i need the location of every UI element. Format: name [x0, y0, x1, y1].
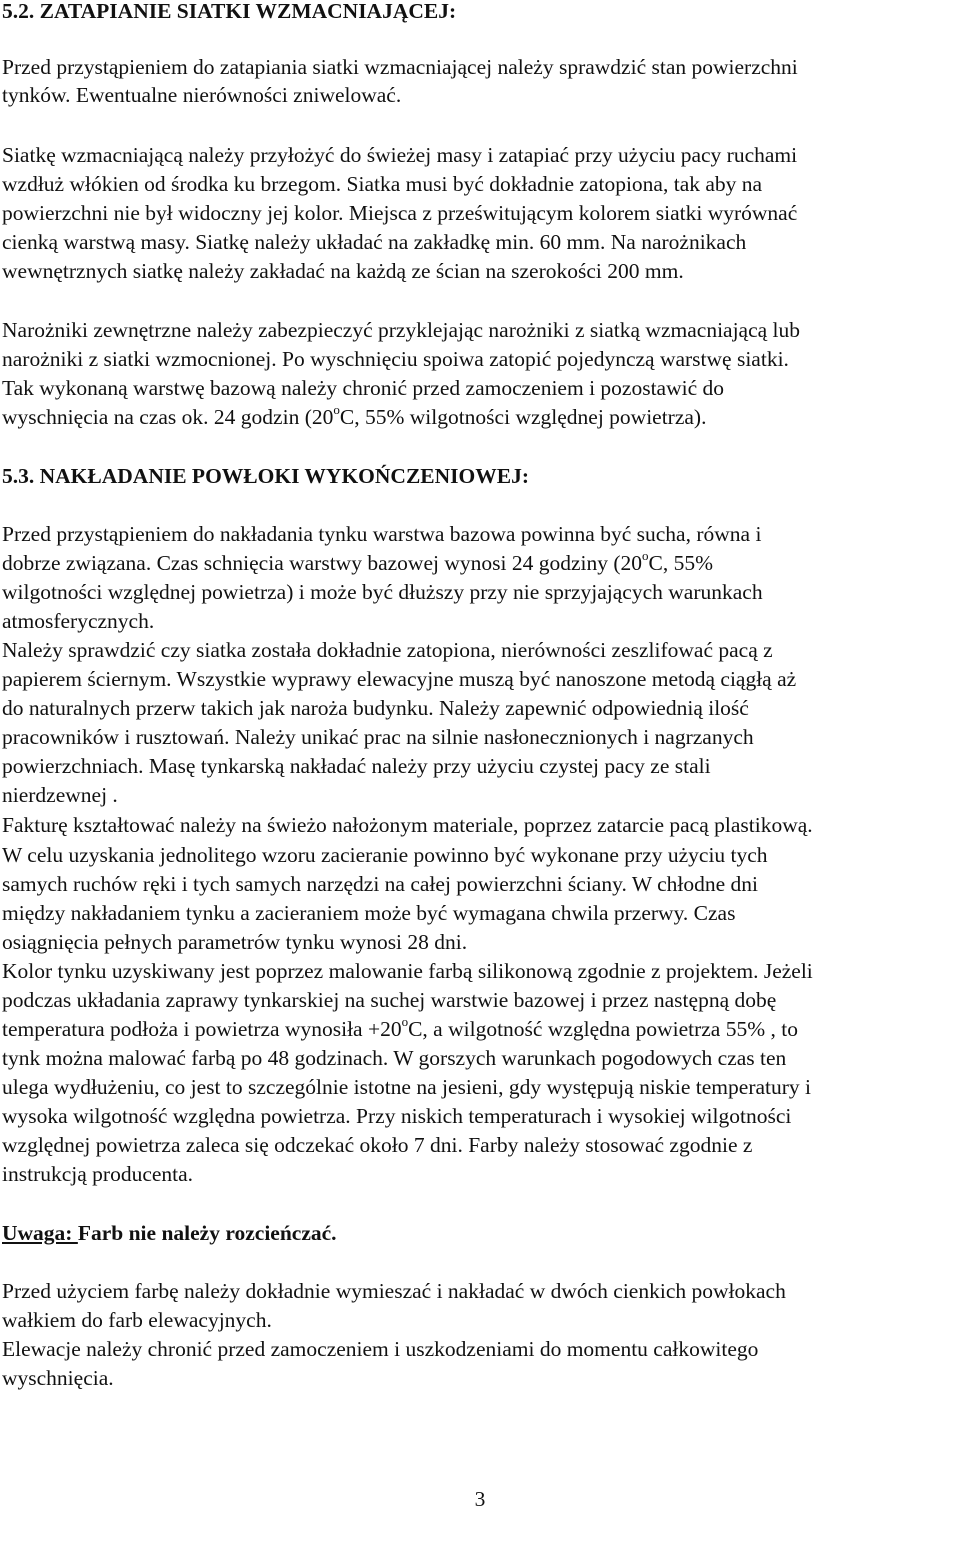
paragraph-line: Kolor tynku uzyskiwany jest poprzez malowanie farbą silikonową zgodnie z projektem. Jeżeli — [2, 959, 813, 983]
paragraph-line: Siatkę wzmacniającą należy przyłożyć do świeżej masy i zatapiać przy użyciu pacy ruchami — [2, 143, 798, 167]
text-run: C, 55% — [648, 551, 714, 575]
paragraph-line: papierem ściernym. Wszystkie wyprawy elewacyjne muszą być nanoszone metodą ciągłą aż — [2, 667, 797, 691]
degree-superscript: o — [401, 1013, 409, 1029]
paragraph-line: pracowników i rusztowań. Należy unikać prac na silnie nasłonecznionych i nagrzanych — [2, 725, 754, 749]
text-run: temperatura podłoża i powietrza wynosiła +20 — [2, 1017, 402, 1041]
paragraph-line: Elewacje należy chronić przed zamoczeniem i uszkodzeniami do momentu całkowitego — [2, 1337, 759, 1361]
section-5-2-heading: 5.2. ZATAPIANIE SIATKI WZMACNIAJĄCEJ: — [2, 0, 457, 23]
paragraph-line: wilgotności względnej powietrza) i może być dłuższy przy nie sprzyjających warunkach — [2, 580, 763, 604]
text-run: wyschnięcia na czas ok. 24 godzin (20 — [2, 405, 334, 429]
paragraph-line: tynk można malować farbą po 48 godzinach. W gorszych warunkach pogodowych czas ten — [2, 1046, 787, 1070]
paragraph-line: Należy sprawdzić czy siatka została dokładnie zatopiona, nierówności zeszlifować pacą z — [2, 638, 773, 662]
paragraph-line: nierdzewnej . — [2, 783, 118, 807]
paragraph-line — [2, 1014, 798, 1044]
paragraph-line: cienką warstwą masy. Siatkę należy układać na zakładkę min. 60 mm. Na narożnikach — [2, 230, 747, 254]
paragraph-line — [2, 402, 706, 432]
paragraph-line: instrukcją producenta. — [2, 1162, 194, 1186]
text-run: C, 55% wilgotności względnej powietrza). — [339, 405, 707, 429]
paragraph-line: wałkiem do farb elewacyjnych. — [2, 1308, 272, 1332]
paragraph-line: ulega wydłużeniu, co jest to szczególnie istotne na jesieni, gdy występują niskie temperatury i — [2, 1075, 812, 1099]
text-run: dobrze związana. Czas schnięcia warstwy bazowej wynosi 24 godziny (20 — [2, 551, 643, 575]
section-5-3-heading: 5.3. NAKŁADANIE POWŁOKI WYKOŃCZENIOWEJ: — [2, 464, 530, 488]
note-label: Uwaga: — [2, 1221, 78, 1245]
paragraph-line: Przed przystąpieniem do zatapiania siatki wzmacniającej należy sprawdzić stan powierzchni — [2, 55, 798, 79]
paragraph-line: wysoka wilgotność względna powietrza. Przy niskich temperaturach i wysokiej wilgotności — [2, 1104, 792, 1128]
paragraph-line: narożniki z siatki wzmocnionej. Po wyschnięciu spoiwa zatopić pojedynczą warstwę siatki. — [2, 347, 789, 371]
paragraph-line: wyschnięcia. — [2, 1366, 114, 1390]
paragraph-line — [2, 548, 713, 578]
paragraph-line: W celu uzyskania jednolitego wzoru zacieranie powinno być wykonane przy użyciu tych — [2, 843, 768, 867]
paragraph-line: Narożniki zewnętrzne należy zabezpieczyć przyklejając narożniki z siatką wzmacniającą lub — [2, 318, 801, 342]
paragraph-line: wewnętrznych siatkę należy zakładać na każdą ze ścian na szerokości 200 mm. — [2, 259, 684, 283]
text-run: C, a wilgotność względna powietrza 55% , to — [408, 1017, 798, 1041]
paragraph-line: powierzchniach. Masę tynkarską nakładać należy przy użyciu czystej pacy ze stali — [2, 754, 711, 778]
warning-note — [2, 1218, 337, 1248]
paragraph-line: Fakturę kształtować należy na świeżo nałożonym materiale, poprzez zatarcie pacą plastikową. — [2, 813, 813, 837]
page-number: 3 — [474, 1487, 486, 1511]
paragraph-line: atmosferycznych. — [2, 609, 155, 633]
paragraph-line: powierzchni nie był widoczny jej kolor. Miejsca z prześwitującym kolorem siatki wyrównać — [2, 201, 798, 225]
degree-superscript: o — [333, 401, 340, 417]
paragraph-line: samych ruchów ręki i tych samych narzędzi na całej powierzchni ściany. W chłodne dni — [2, 872, 759, 896]
paragraph-line: do naturalnych przerw takich jak naroża budynku. Należy zapewnić odpowiednią ilość — [2, 696, 749, 720]
paragraph-line: Przed przystąpieniem do nakładania tynku warstwa bazowa powinna być sucha, równa i — [2, 522, 762, 546]
note-text: Farb nie należy rozcieńczać. — [77, 1221, 337, 1245]
paragraph-line: tynków. Ewentualne nierówności zniwelować. — [2, 83, 402, 107]
paragraph-line: wzdłuż włókien od środka ku brzegom. Siatka musi być dokładnie zatopiona, tak aby na — [2, 172, 763, 196]
paragraph-line: podczas układania zaprawy tynkarskiej na suchej warstwie bazowej i przez następną dobę — [2, 988, 777, 1012]
degree-superscript: o — [642, 547, 649, 563]
paragraph-line: Przed użyciem farbę należy dokładnie wymieszać i nakładać w dwóch cienkich powłokach — [2, 1279, 786, 1303]
paragraph-line: Tak wykonaną warstwę bazową należy chronić przed zamoczeniem i pozostawić do — [2, 376, 725, 400]
paragraph-line: osiągnięcia pełnych parametrów tynku wynosi 28 dni. — [2, 930, 468, 954]
paragraph-line: względnej powietrza zaleca się odczekać około 7 dni. Farby należy stosować zgodnie z — [2, 1133, 753, 1157]
paragraph-line: między nakładaniem tynku a zacieraniem może być wymagana chwila przerwy. Czas — [2, 901, 736, 925]
